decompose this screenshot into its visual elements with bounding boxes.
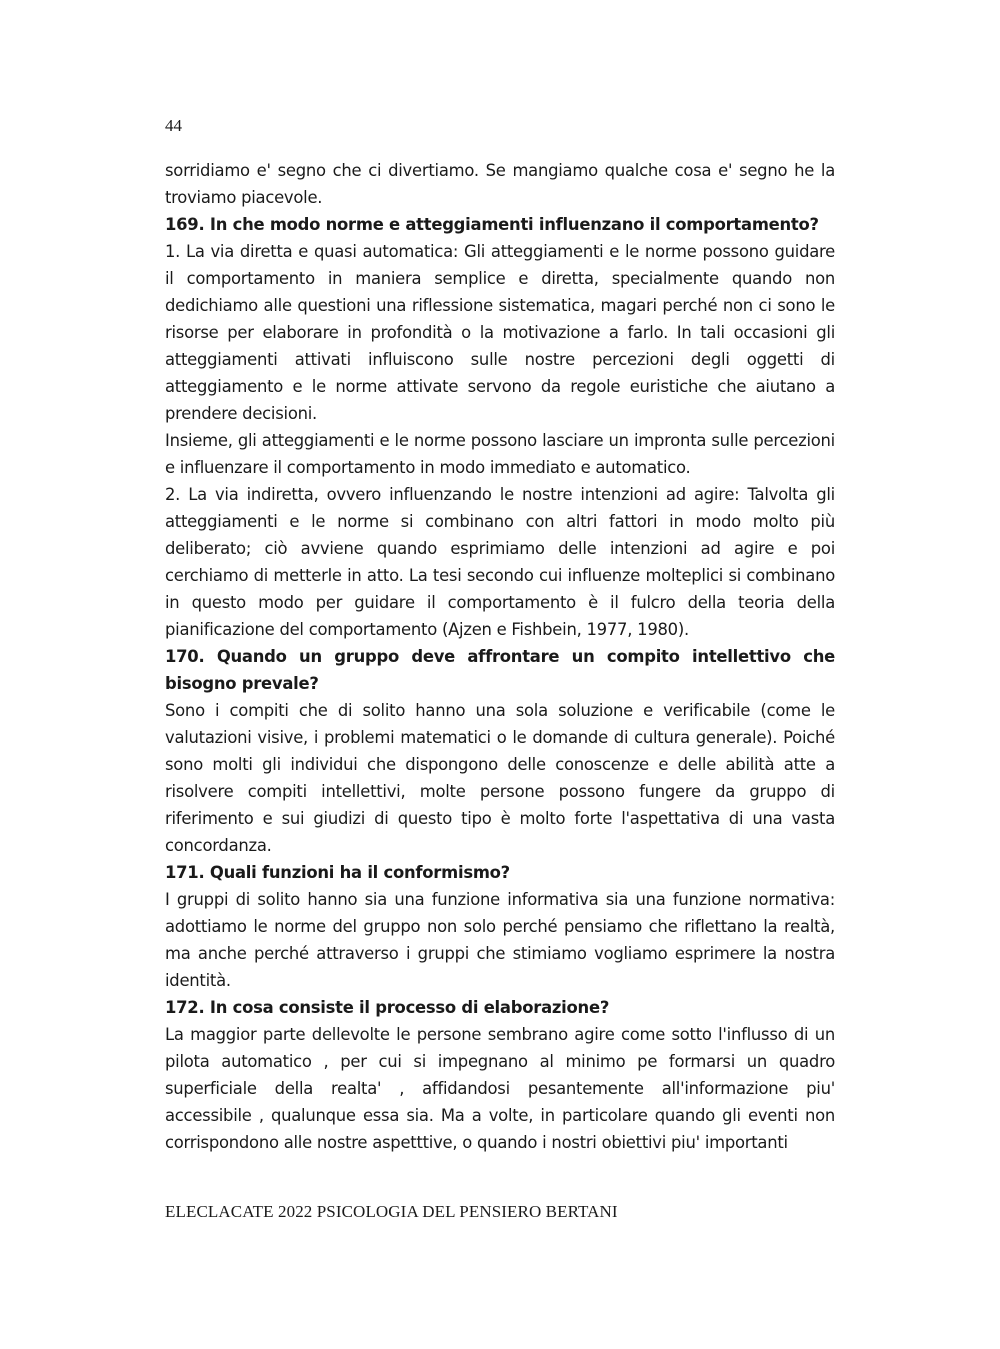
- paragraph: 1. La via diretta e quasi automatica: Gli atteggiamenti e le norme possono guidare il comportamento in maniera semplice e diretta, specialmente quando non dedichiamo alle questioni una riflessione sistematica, magari perché non ci sono le risorse per elaborare in profondità o la motivazione a farlo. In tali occasioni gli atteggiamenti attivati influiscono sulle nostre percezioni degli oggetti di atteggiamento e le norme attivate servono da regole euristiche che aiutano a prendere decisioni.: [165, 242, 835, 423]
- question-heading: 172. In cosa consiste il processo di elaborazione?: [165, 998, 610, 1017]
- page-body: [165, 157, 835, 1156]
- page-footer: ELECLACATE 2022 PSICOLOGIA DEL PENSIERO BERTANI: [165, 1202, 618, 1221]
- paragraph: sorridiamo e' segno che ci divertiamo. Se mangiamo qualche cosa e' segno he la troviamo piacevole.: [165, 161, 835, 207]
- paragraph: 2. La via indiretta, ovvero influenzando le nostre intenzioni ad agire: Talvolta gli atteggiamenti e le norme si combinano con altri fattori in modo molto più deliberato; ciò avviene quando esprimiamo delle intenzioni ad agire e poi cerchiamo di metterle in atto. La tesi secondo cui influenze molteplici si combinano in questo modo per guidare il comportamento è il fulcro della teoria della pianificazione del comportamento (Ajzen e Fishbein, 1977, 1980).: [165, 485, 835, 639]
- paragraph: Insieme, gli atteggiamenti e le norme possono lasciare un impronta sulle percezioni e influenzare il comportamento in modo immediato e automatico.: [165, 431, 835, 477]
- paragraph: Sono i compiti che di solito hanno una sola soluzione e verificabile (come le valutazioni visive, i problemi matematici o le domande di cultura generale). Poiché sono molti gli individui che dispongono delle conoscenze e delle abilità atte a risolvere compiti intellettivi, molte persone possono fungere da gruppo di riferimento e sui giudizi di questo tipo è molto forte l'aspettativa di una vasta concordanza.: [165, 701, 835, 855]
- question-heading: 171. Quali funzioni ha il conformismo?: [165, 863, 510, 882]
- page-number: 44: [165, 116, 182, 135]
- paragraph: La maggior parte dellevolte le persone sembrano agire come sotto l'influsso di un pilota automatico , per cui si impegnano al minimo pe formarsi un quadro superficiale della realta' , affidandosi pesantemente all'informazione piu' accessibile , qualunque essa sia. Ma a volte, in particolare quando gli eventi non corrispondono alle nostre aspetttive, o quando i nostri obiettivi piu' importanti: [165, 1025, 835, 1152]
- question-heading: 169. In che modo norme e atteggiamenti influenzano il comportamento?: [165, 215, 819, 234]
- paragraph: I gruppi di solito hanno sia una funzione informativa sia una funzione normativa: adottiamo le norme del gruppo non solo perché pensiamo che riflettano la realtà, ma anche perché attraverso i gruppi che stimiamo vogliamo esprimere la nostra identità.: [165, 890, 835, 990]
- question-heading: 170. Quando un gruppo deve affrontare un compito intellettivo che bisogno prevale?: [165, 647, 835, 693]
